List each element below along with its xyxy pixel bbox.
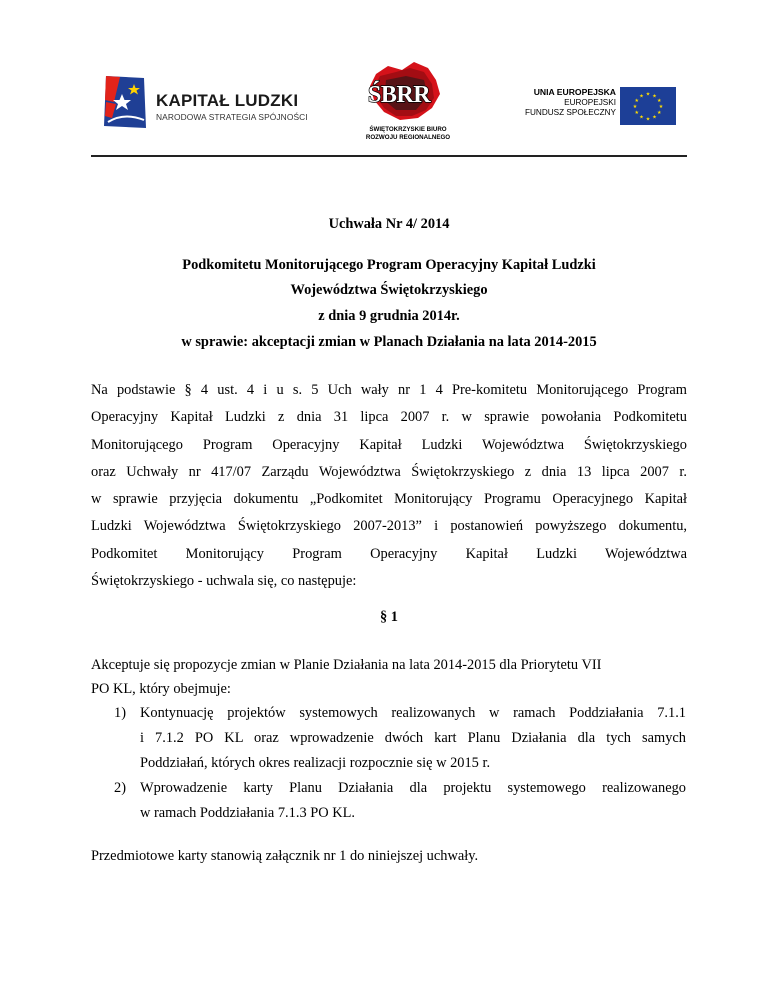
svg-text:★: ★	[639, 114, 644, 121]
kapital-ludzki-logo	[100, 72, 310, 132]
resolution-title: Uchwała Nr 4/ 2014	[328, 216, 450, 232]
svg-text:★: ★	[645, 116, 651, 123]
svg-text:★: ★	[639, 93, 644, 100]
svg-text:★: ★	[632, 104, 638, 110]
preamble-line: Świętokrzyskiego - uchwala się, co następuje:	[91, 573, 357, 590]
sbrr-caption-line1: ŚWIĘTOKRZYSKIE BIURO	[369, 126, 447, 133]
acceptance-line1: Akceptuje się propozycje zmian w Planie Działania na lata 2014-2015 dla Priorytetu VII	[91, 657, 602, 673]
preamble-line: Na podstawie § 4 ust. 4 i u s. 5 Uch wały nr 1 4 Pre-komitetu Monitorującego Program	[91, 382, 687, 398]
list-item-number: 2)	[114, 780, 126, 796]
svg-text:★: ★	[658, 104, 664, 110]
list-item	[114, 776, 686, 826]
preamble	[91, 377, 687, 595]
list-item-line: Wprowadzenie karty Planu Działania dla projektu systemowego realizowanego	[140, 780, 686, 796]
svg-text:★: ★	[657, 98, 662, 104]
kapital-ludzki-subtitle: NARODOWA STRATEGIA SPÓJNOŚCI	[156, 112, 308, 122]
preamble-line: w sprawie przyjęcia dokumentu „Podkomitet Monitorujący Programu Operacyjnego Kapitał	[91, 491, 687, 508]
list-item-line: i 7.1.2 PO KL oraz wprowadzenie dwóch kart Planu Działania dla tych samych	[140, 730, 686, 746]
list-item-line: Kontynuację projektów systemowych realizowanych w ramach Poddziałania 7.1.1	[140, 705, 686, 721]
preamble-line: Ludzki Województwa Świętokrzyskiego 2007-2013” i postanowień powyższego dokumentu,	[91, 518, 687, 535]
changes-list	[114, 701, 686, 826]
svg-text:★: ★	[634, 98, 639, 104]
list-item-number: 1)	[114, 705, 126, 721]
kapital-ludzki-flag-icon	[100, 72, 150, 132]
resolution-date: z dnia 9 grudnia 2014r.	[318, 308, 460, 324]
list-item-line: Poddziałań, których okres realizacji rozpocznie się w 2015 r.	[140, 755, 491, 771]
eu-fund-logo	[492, 87, 692, 129]
kapital-ludzki-title: KAPITAŁ LUDZKI	[156, 91, 299, 110]
preamble-line: Operacyjny Kapitał Ludzki z dnia 31 lipca 2007 r. w sprawie powołania Podkomitetu	[91, 409, 687, 426]
resolution-subtitle-line2: Województwa Świętokrzyskiego	[290, 282, 488, 298]
acceptance-line2: PO KL, który obejmuje:	[91, 681, 231, 697]
list-item	[114, 701, 686, 776]
sbrr-caption-line2: ROZWOJU REGIONALNEGO	[365, 134, 451, 141]
svg-text:★: ★	[645, 91, 651, 98]
svg-text:★: ★	[652, 93, 657, 100]
svg-text:★: ★	[657, 110, 662, 116]
eu-fund-label-line1: EUROPEJSKI	[564, 97, 616, 107]
eu-flag-icon	[620, 87, 676, 125]
preamble-line: Monitorującego Program Operacyjny Kapitał Ludzki Województwa Świętokrzyskiego	[91, 436, 687, 453]
eu-fund-text	[525, 87, 616, 119]
preamble-line: oraz Uchwały nr 417/07 Zarządu Województwa Świętokrzyskiego z dnia 13 lipca 2007 r.	[91, 463, 687, 480]
sbrr-acronym: ŚBRR	[368, 82, 431, 108]
resolution-subtitle-line1: Podkomitetu Monitorującego Program Operacyjny Kapitał Ludzki	[182, 257, 596, 273]
svg-text:★: ★	[634, 110, 639, 116]
eu-fund-label-line2: FUNDUSZ SPOŁECZNY	[525, 108, 616, 117]
section-mark: § 1	[380, 609, 398, 625]
svg-text:★: ★	[652, 114, 657, 121]
list-item-line: w ramach Poddziałania 7.1.3 PO KL.	[140, 805, 356, 821]
preamble-line: Podkomitet Monitorujący Program Operacyjny Kapitał Ludzki Województwa	[91, 545, 687, 562]
resolution-subject: w sprawie: akceptacji zmian w Planach Działania na lata 2014-2015	[181, 334, 597, 350]
sbrr-logo	[352, 60, 462, 146]
acceptance-paragraph	[91, 653, 691, 701]
header-logos	[90, 60, 686, 150]
eu-union-label: UNIA EUROPEJSKA	[533, 87, 616, 97]
closing-sentence: Przedmiotowe karty stanowią załącznik nr 1 do niniejszej uchwały.	[91, 848, 479, 864]
header-divider	[91, 155, 687, 157]
